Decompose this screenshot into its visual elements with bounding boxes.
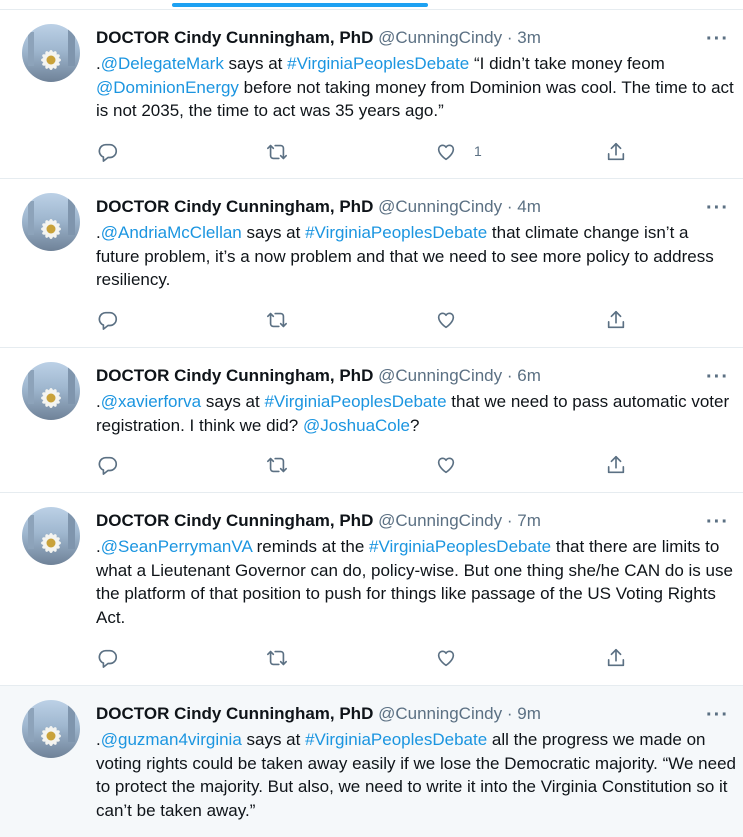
text-segment: says at xyxy=(241,223,306,242)
more-icon[interactable]: ··· xyxy=(706,197,729,219)
text-segment: . xyxy=(96,54,101,73)
timestamp[interactable]: 6m xyxy=(517,366,541,385)
tweet-actions xyxy=(0,309,743,333)
text-segment: . xyxy=(96,730,101,749)
separator-dot: · xyxy=(506,197,513,216)
text-segment: reminds at the xyxy=(251,537,370,556)
heart-icon[interactable] xyxy=(435,647,459,671)
more-icon[interactable]: ··· xyxy=(706,366,729,388)
timestamp[interactable]: 9m xyxy=(517,704,541,723)
hashtag-link[interactable]: #VirginiaPeoplesDebate xyxy=(287,54,470,73)
share-icon[interactable] xyxy=(605,141,629,165)
tweet-text xyxy=(96,535,736,629)
mention-link[interactable]: @DelegateMark xyxy=(100,54,224,73)
tweet-actions xyxy=(0,647,743,671)
hashtag-link[interactable]: #VirginiaPeoplesDebate xyxy=(369,537,552,556)
author-name[interactable]: DOCTOR Cindy Cunningham, PhD xyxy=(96,28,374,47)
timestamp[interactable]: 7m xyxy=(517,511,541,530)
avatar[interactable] xyxy=(22,24,80,82)
more-icon[interactable]: ··· xyxy=(706,511,729,533)
separator-dot: · xyxy=(506,511,513,530)
timestamp[interactable]: 4m xyxy=(517,197,541,216)
timestamp[interactable]: 3m xyxy=(517,28,541,47)
reply-icon[interactable] xyxy=(97,309,121,333)
tweet-header xyxy=(96,196,541,218)
tweet[interactable] xyxy=(0,493,743,686)
separator-dot: · xyxy=(506,28,513,47)
mention-link[interactable]: @guzman4virginia xyxy=(100,730,242,749)
mention-link[interactable]: @DominionEnergy xyxy=(96,77,239,97)
heart-icon[interactable] xyxy=(435,309,459,333)
text-segment: before not taking money from Dominion was cool. The time to act is not 2035, the time to act was 35 years ago.” xyxy=(96,77,734,120)
avatar[interactable] xyxy=(22,362,80,420)
share-icon[interactable] xyxy=(605,309,629,333)
active-tab-indicator xyxy=(172,3,428,7)
tweet-actions xyxy=(0,141,743,165)
tweet-text xyxy=(96,390,736,437)
tweet-actions xyxy=(0,454,743,478)
author-handle[interactable]: @CunningCindy xyxy=(378,197,503,216)
text-segment: that climate change isn’t a future problem, it’s a now problem and that we need to see more policy to address resiliency. xyxy=(96,223,714,289)
author-name[interactable]: DOCTOR Cindy Cunningham, PhD xyxy=(96,704,374,723)
author-handle[interactable]: @CunningCindy xyxy=(378,704,503,723)
heart-icon[interactable] xyxy=(435,454,459,478)
share-icon[interactable] xyxy=(605,454,629,478)
author-name[interactable]: DOCTOR Cindy Cunningham, PhD xyxy=(96,197,374,216)
text-segment: ? xyxy=(410,415,420,435)
mention-link[interactable]: @AndriaMcClellan xyxy=(100,223,242,242)
mention-link[interactable]: @JoshuaCole xyxy=(302,415,410,435)
reply-icon[interactable] xyxy=(97,141,121,165)
tweet[interactable] xyxy=(0,10,743,179)
separator-dot: · xyxy=(506,704,513,723)
text-segment: says at xyxy=(241,730,306,749)
author-name[interactable]: DOCTOR Cindy Cunningham, PhD xyxy=(96,366,374,385)
separator-dot: · xyxy=(506,366,513,385)
text-segment: that we need to pass automatic voter registration. I think we did? xyxy=(96,392,730,435)
tweet[interactable] xyxy=(0,348,743,493)
avatar[interactable] xyxy=(22,507,80,565)
tweet-header xyxy=(96,27,541,49)
avatar[interactable] xyxy=(22,193,80,251)
author-handle[interactable]: @CunningCindy xyxy=(378,28,503,47)
text-segment: . xyxy=(96,537,101,556)
hashtag-link[interactable]: #VirginiaPeoplesDebate xyxy=(305,223,488,242)
author-handle[interactable]: @CunningCindy xyxy=(378,511,503,530)
author-name[interactable]: DOCTOR Cindy Cunningham, PhD xyxy=(96,511,374,530)
text-segment: all the progress we made on voting rights could be taken away easily if we lose the Democratic majority. “We need to protect the majority. But also, we need to write it into the Virginia Constitution so it can’t be taken away.” xyxy=(96,730,736,820)
tweet-text xyxy=(96,52,736,123)
text-segment: says at xyxy=(223,54,288,73)
hashtag-link[interactable]: #VirginiaPeoplesDebate xyxy=(264,392,447,411)
mention-link[interactable]: @SeanPerrymanVA xyxy=(100,537,252,556)
reply-icon[interactable] xyxy=(97,647,121,671)
heart-icon[interactable] xyxy=(435,141,459,165)
retweet-icon[interactable] xyxy=(266,309,290,333)
tweet[interactable] xyxy=(0,686,743,837)
text-segment: . xyxy=(96,392,101,411)
text-segment: “I didn’t take money feom xyxy=(469,54,665,73)
tweet-text xyxy=(96,221,736,292)
hashtag-link[interactable]: #VirginiaPeoplesDebate xyxy=(305,730,488,749)
tweet-header xyxy=(96,703,541,725)
retweet-icon[interactable] xyxy=(266,141,290,165)
avatar[interactable] xyxy=(22,700,80,758)
tweet-header xyxy=(96,365,541,387)
reply-icon[interactable] xyxy=(97,454,121,478)
retweet-icon[interactable] xyxy=(266,454,290,478)
more-icon[interactable]: ··· xyxy=(706,28,729,50)
tweet-text xyxy=(96,728,736,822)
share-icon[interactable] xyxy=(605,647,629,671)
mention-link[interactable]: @xavierforva xyxy=(100,392,202,411)
text-segment: says at xyxy=(201,392,265,411)
tweet-header xyxy=(96,510,541,532)
tweet[interactable] xyxy=(0,179,743,348)
like-count: 1 xyxy=(474,143,482,159)
text-segment: that there are limits to what a Lieutenant Governor can do, policy-wise. But one thing she/he CAN do is use the platform of that position to push for things like passage of the US Voting Rights Act. xyxy=(96,537,733,627)
more-icon[interactable]: ··· xyxy=(706,704,729,726)
author-handle[interactable]: @CunningCindy xyxy=(378,366,503,385)
retweet-icon[interactable] xyxy=(266,647,290,671)
text-segment: . xyxy=(96,223,101,242)
